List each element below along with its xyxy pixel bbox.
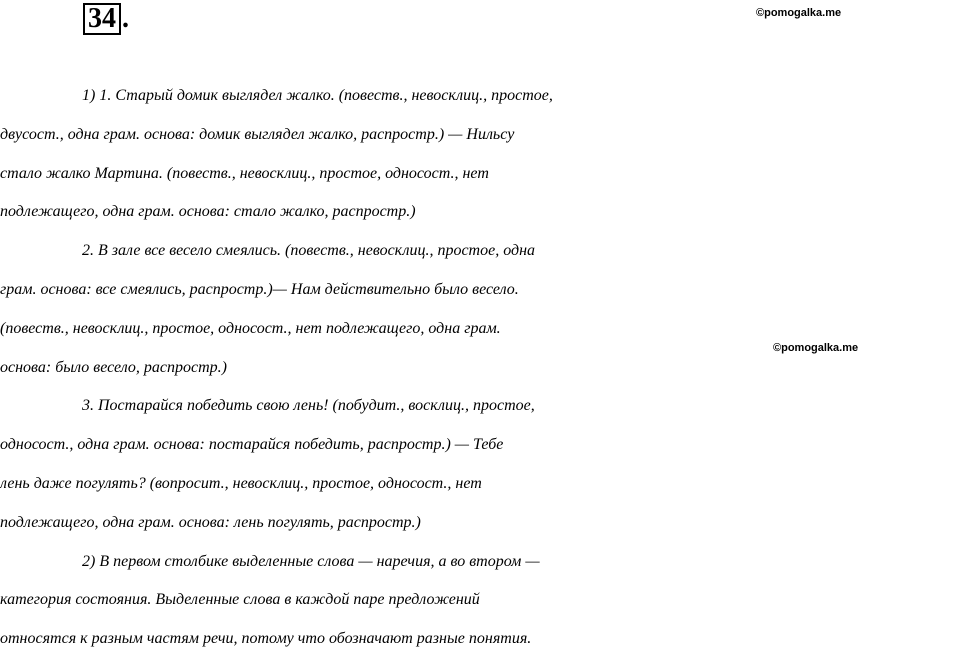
text-line: подлежащего, одна грам. основа: лень погулять, распростр.) xyxy=(0,513,421,531)
text-line: 2) В первом столбике выделенные слова — наречия, а во втором — xyxy=(82,552,540,570)
text-line: стало жалко Мартина. (повеств., невосклиц., простое, односост., нет xyxy=(0,164,489,182)
watermark-top: ©pomogalka.me xyxy=(756,7,842,19)
text-line: подлежащего, одна грам. основа: стало жалко, распростр.) xyxy=(0,203,416,221)
text-line: (повеств., невосклиц., простое, односост., нет подлежащего, одна грам. xyxy=(0,319,501,337)
text-line: лень даже погулять? (вопросит., невосклиц., простое, односост., нет xyxy=(0,474,482,492)
answer-text xyxy=(0,81,960,663)
text-line: 3. Постарайся победить свою лень! (побудит., восклиц., простое, xyxy=(82,397,535,415)
watermark-middle: ©pomogalka.me xyxy=(773,342,859,354)
text-line: односост., одна грам. основа: постарайся победить, распростр.) — Тебе xyxy=(0,436,504,454)
text-line: 1) 1. Старый домик выглядел жалко. (повеств., невосклиц., простое, xyxy=(82,87,553,104)
text-line: двусост., одна грам. основа: домик выглядел жалко, распростр.) — Нильсу xyxy=(0,125,515,143)
text-line: основа: было весело, распростр.) xyxy=(0,358,227,376)
task-number-dot: . xyxy=(122,3,129,34)
task-number-box xyxy=(83,3,121,35)
text-line: категория состояния. Выделенные слова в каждой паре предложений xyxy=(0,591,480,609)
text-line: грам. основа: все смеялись, распростр.)— Нам действительно было весело. xyxy=(0,280,519,298)
text-line: 2. В зале все весело смеялись. (повеств., невосклиц., простое, одна xyxy=(82,242,536,260)
task-number-value: 34 xyxy=(88,3,116,34)
text-line: относятся к разным частям речи, потому что обозначают разные понятия. xyxy=(0,630,532,648)
task-number xyxy=(83,4,129,34)
